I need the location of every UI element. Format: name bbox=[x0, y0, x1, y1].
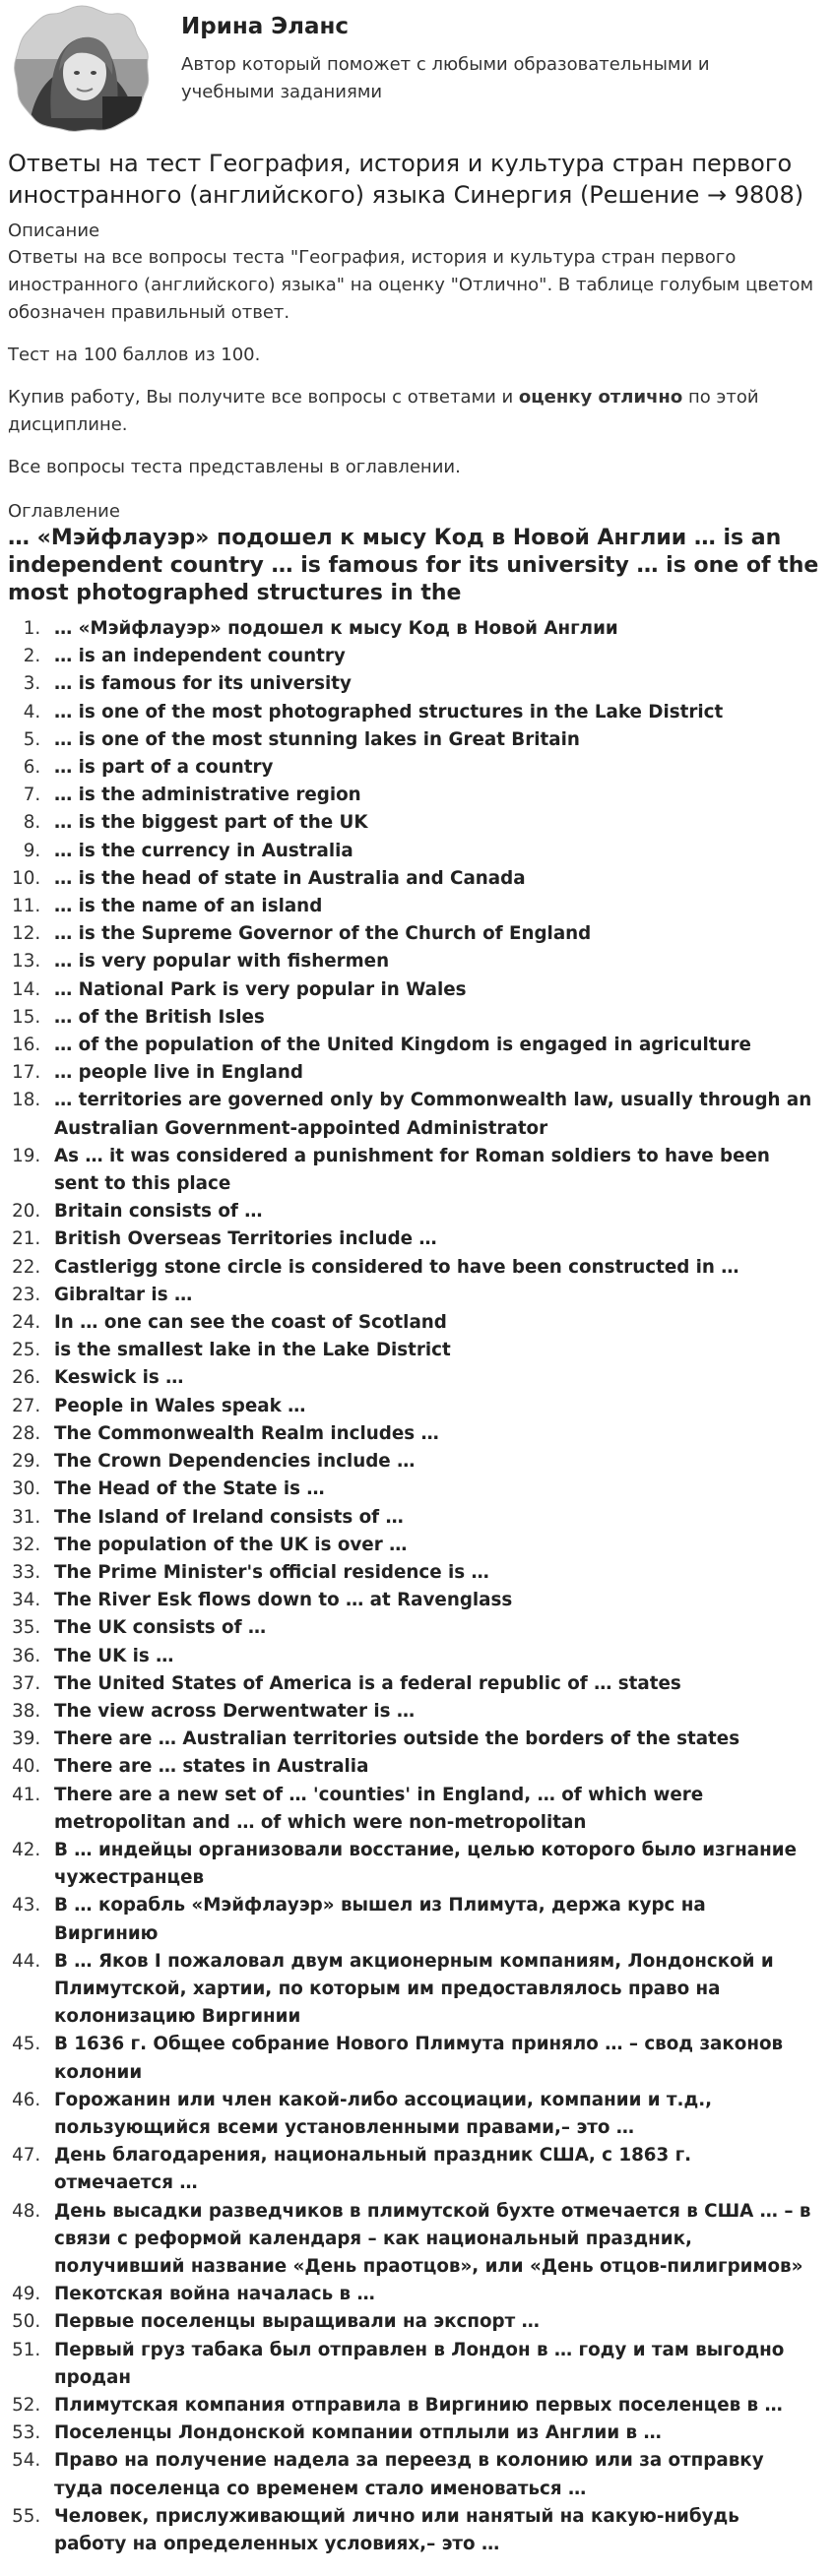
toc-item[interactable]: 14. … National Park is very popular in Wales bbox=[46, 976, 812, 1004]
toc-item[interactable]: 48. День высадки разведчиков в плимутской бухте отмечается в США … – в связи с реформой календаря – как национальный праздник, получивший название «День праотцов», или «День отцов-пилигримов» bbox=[46, 2198, 812, 2282]
toc-item[interactable]: 29. The Crown Dependencies include … bbox=[46, 1448, 812, 1476]
purchase-text-bold: оценку отлично bbox=[518, 387, 683, 408]
toc-item[interactable]: 44. В … Яков I пожаловал двум акционерным компаниям, Лондонской и Плимутской, хартии, по которым им предоставлялось право на колонизацию Виргинии bbox=[46, 1948, 812, 2032]
score-text: Тест на 100 баллов из 100. bbox=[8, 345, 261, 365]
author-avatar[interactable] bbox=[8, 0, 156, 138]
toc-item[interactable]: 38. The view across Derwentwater is … bbox=[46, 1698, 812, 1726]
toc-item[interactable]: 32. The population of the UK is over … bbox=[46, 1532, 812, 1559]
toc-item[interactable]: 23. Gibraltar is … bbox=[46, 1282, 812, 1309]
toc-item[interactable]: 55. Человек, прислуживающий лично или нанятый на какую-нибудь работу на определенных условиях,– это … bbox=[46, 2503, 812, 2558]
toc-item[interactable]: 30. The Head of the State is … bbox=[46, 1476, 812, 1503]
toc-item[interactable]: 42. В … индейцы организовали восстание, целью которого было изгнание чужестранцев bbox=[46, 1837, 812, 1892]
toc-item[interactable]: 49. Пекотская война началась в … bbox=[46, 2281, 812, 2308]
description-label: Описание bbox=[8, 220, 100, 241]
toc-list bbox=[8, 615, 826, 2558]
toc-item[interactable]: 18. … territories are governed only by Commonwealth law, usually through an Australian Government-appointed Administrator bbox=[46, 1087, 812, 1142]
toc-item[interactable]: 4. … is one of the most photographed structures in the Lake District bbox=[46, 699, 812, 726]
toc-item[interactable]: 52. Плимутская компания отправила в Виргинию первых поселенцев в … bbox=[46, 2392, 812, 2419]
toc-item[interactable]: 26. Keswick is … bbox=[46, 1364, 812, 1392]
toc-item[interactable]: 16. … of the population of the United Kingdom is engaged in agriculture bbox=[46, 1032, 812, 1059]
toc-item[interactable]: 31. The Island of Ireland consists of … bbox=[46, 1504, 812, 1532]
toc-item[interactable]: 27. People in Wales speak … bbox=[46, 1393, 812, 1420]
toc-item[interactable]: 6. … is part of a country bbox=[46, 754, 812, 782]
toc-item[interactable]: 10. … is the head of state in Australia and Canada bbox=[46, 865, 812, 893]
toc-item[interactable]: 1. … «Мэйфлауэр» подошел к мысу Код в Новой Англии bbox=[46, 615, 812, 643]
description-text: Ответы на все вопросы теста "География, история и культура стран первого иностранного (английского) языка" на оценку "Отлично". В таблице голубым цветом обозначен правильный ответ. bbox=[8, 247, 814, 323]
toc-item[interactable]: 20. Britain consists of … bbox=[46, 1198, 812, 1225]
toc-item[interactable]: 12. … is the Supreme Governor of the Church of England bbox=[46, 920, 812, 948]
toc-item[interactable]: 54. Право на получение надела за переезд в колонию или за отправку туда поселенца со временем стало именоваться … bbox=[46, 2447, 812, 2502]
toc-item[interactable]: 19. As … it was considered a punishment for Roman soldiers to have been sent to this place bbox=[46, 1143, 812, 1198]
toc-item[interactable]: 39. There are … Australian territories outside the borders of the states bbox=[46, 1726, 812, 1753]
toc-item[interactable]: 8. … is the biggest part of the UK bbox=[46, 809, 812, 837]
purchase-text-start: Купив работу, Вы получите все вопросы с ответами и bbox=[8, 387, 519, 408]
toc-item[interactable]: 17. … people live in England bbox=[46, 1059, 812, 1087]
toc-item[interactable]: 21. British Overseas Territories include … bbox=[46, 1225, 812, 1253]
toc-item[interactable]: 15. … of the British Isles bbox=[46, 1004, 812, 1032]
toc-item[interactable]: 51. Первый груз табака был отправлен в Лондон в … году и там выгодно продан bbox=[46, 2337, 812, 2392]
toc-item[interactable]: 24. In … one can see the coast of Scotland bbox=[46, 1309, 812, 1337]
toc-item[interactable]: 45. В 1636 г. Общее собрание Нового Плимута приняло … – свод законов колонии bbox=[46, 2031, 812, 2086]
toc-item[interactable]: 36. The UK is … bbox=[46, 1643, 812, 1670]
toc-item[interactable]: 9. … is the currency in Australia bbox=[46, 838, 812, 865]
toc-label: Оглавление bbox=[8, 501, 120, 522]
purchase-text-end: по этой дисциплине. bbox=[8, 387, 759, 435]
toc-note: Все вопросы теста представлены в оглавлении. bbox=[8, 457, 461, 477]
toc-item[interactable]: 2. … is an independent country bbox=[46, 643, 812, 670]
toc-item[interactable]: 25. is the smallest lake in the Lake District bbox=[46, 1337, 812, 1364]
author-name[interactable]: Ирина Эланс bbox=[181, 14, 350, 39]
page-title: Ответы на тест География, история и культура стран первого иностранного (английского) языка Синергия (Решение → 9808) bbox=[8, 150, 804, 209]
toc-item[interactable]: 37. The United States of America is a federal republic of … states bbox=[46, 1670, 812, 1698]
toc-item[interactable]: 7. … is the administrative region bbox=[46, 782, 812, 809]
toc-item[interactable]: 40. There are … states in Australia bbox=[46, 1753, 812, 1781]
description-section bbox=[8, 219, 826, 481]
toc-item[interactable]: 35. The UK consists of … bbox=[46, 1614, 812, 1642]
toc-item[interactable]: 41. There are a new set of … 'counties' in England, … of which were metropolitan and … of which were non-metropolitan bbox=[46, 1782, 812, 1837]
toc-item[interactable]: 50. Первые поселенцы выращивали на экспорт … bbox=[46, 2308, 812, 2336]
toc-item[interactable]: 13. … is very popular with fishermen bbox=[46, 948, 812, 975]
toc-item[interactable]: 43. В … корабль «Мэйфлауэр» вышел из Плимута, держа курс на Виргинию bbox=[46, 1892, 812, 1947]
toc-item[interactable]: 3. … is famous for its university bbox=[46, 670, 812, 698]
author-info bbox=[181, 0, 772, 106]
toc-item[interactable]: 53. Поселенцы Лондонской компании отплыли из Англии в … bbox=[46, 2419, 812, 2447]
author-description: Автор который поможет с любыми образовательными и учебными заданиями bbox=[181, 54, 710, 102]
toc-item[interactable]: 33. The Prime Minister's official residence is … bbox=[46, 1559, 812, 1587]
purchase-text bbox=[8, 384, 815, 439]
toc-item[interactable]: 34. The River Esk flows down to … at Ravenglass bbox=[46, 1587, 812, 1614]
toc-item[interactable]: 22. Castlerigg stone circle is considered to have been constructed in … bbox=[46, 1254, 812, 1282]
author-card bbox=[8, 0, 826, 138]
toc-item[interactable]: 5. … is one of the most stunning lakes in Great Britain bbox=[46, 726, 812, 754]
toc-item[interactable]: 28. The Commonwealth Realm includes … bbox=[46, 1420, 812, 1448]
toc-item[interactable]: 46. Горожанин или член какой-либо ассоциации, компании и т.д., пользующийся всеми установленными правами,– это … bbox=[46, 2087, 812, 2142]
toc-item[interactable]: 11. … is the name of an island bbox=[46, 893, 812, 920]
toc-heading[interactable]: … «Мэйфлауэр» подошел к мысу Код в Новой Англии … is an independent country … is famous for its university … is one of the most photographed structures in the bbox=[8, 526, 819, 605]
toc-item[interactable]: 47. День благодарения, национальный праздник США, с 1863 г. отмечается … bbox=[46, 2142, 812, 2197]
